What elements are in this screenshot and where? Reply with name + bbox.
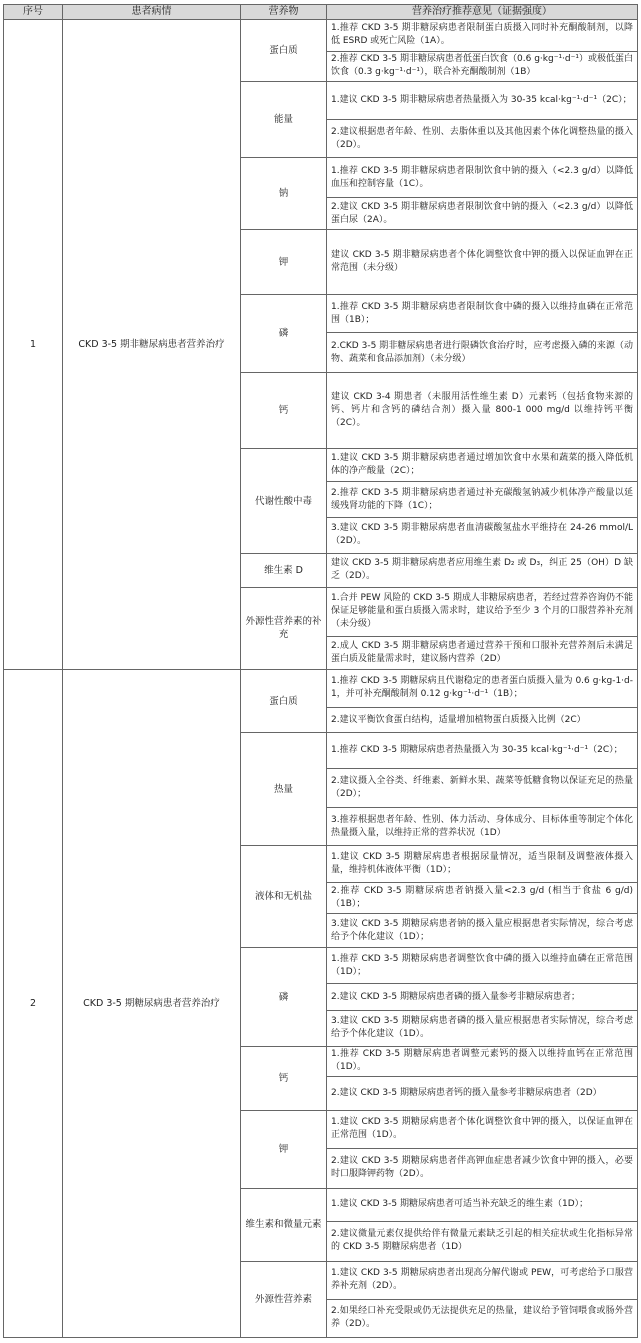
recommendation-text: 2.建议微量元素仅提供给伴有微量元素缺乏引起的相关症状或生化指标异常的 CKD 3-5 期糖尿病患者（1D） — [327, 1221, 638, 1261]
table-header-row — [4, 5, 638, 20]
row-number: 2 — [4, 669, 63, 1337]
nutrient-name: 蛋白质 — [241, 20, 327, 82]
nutrient-name: 能量 — [241, 82, 327, 158]
recommendation-text: 1.建议 CKD 3-5 期糖尿病患者个体化调整饮食中钾的摄入，以保证血钾在正常范围（1D）。 — [327, 1110, 638, 1148]
nutrient-name: 钙 — [241, 1046, 327, 1110]
recommendation-text: 2.成人 CKD 3-5 期非糖尿病患者通过营养干预和口服补充营养剂后未满足蛋白质及能量需求时，建议肠内营养（2D） — [327, 637, 638, 670]
recommendation-text: 3.建议 CKD 3-5 期糖尿病患者钠的摄入量应根据患者实际情况，综合考虑给予个体化建议（1D）； — [327, 913, 638, 948]
recommendation-text: 1.建议 CKD 3-5 期糖尿病患者出现高分解代谢或 PEW，可考虑给予口服营养补充剂（2D）。 — [327, 1261, 638, 1299]
table-body — [4, 20, 638, 1338]
recommendation-text: 2.建议平衡饮食蛋白结构，适量增加植物蛋白质摄入比例（2C） — [327, 707, 638, 732]
table-row — [4, 669, 638, 707]
recommendation-text: 2.建议 CKD 3-5 期糖尿病患者磷的摄入量参考非糖尿病患者； — [327, 984, 638, 1010]
nutrient-name: 钾 — [241, 1110, 327, 1188]
nutrient-name: 磷 — [241, 948, 327, 1046]
recommendation-text: 1.推荐 CKD 3-5 期糖尿病患者调整元素钙的摄入以维持血钙在正常范围（1D）。 — [327, 1046, 638, 1077]
recommendation-text: 建议 CKD 3-5 期非糖尿病患者个体化调整饮食中钾的摄入以保证血钾在正常范围（未分级） — [327, 229, 638, 294]
recommendation-text: 1.合并 PEW 风险的 CKD 3-5 期成人非糖尿病患者，若经过营养咨询仍不能保证足够能量和蛋白质摄入需求时，建议给予至少 3 个月的口服营养补充剂（未分级） — [327, 587, 638, 637]
nutrient-name: 液体和无机盐 — [241, 846, 327, 948]
nutrient-name: 代谢性酸中毒 — [241, 449, 327, 553]
recommendation-text: 1.建议 CKD 3-5 期非糖尿病患者热量摄入为 30-35 kcal·kg⁻¹·d⁻¹（2C）； — [327, 82, 638, 120]
recommendation-text: 1.建议 CKD 3-5 期非糖尿病患者通过增加饮食中水果和蔬菜的摄入降低机体的净产酸量（2C）； — [327, 449, 638, 482]
patient-condition: CKD 3-5 期非糖尿病患者营养治疗 — [63, 20, 241, 670]
header-nutrient: 营养物 — [241, 5, 327, 20]
recommendation-text: 2.建议 CKD 3-5 期糖尿病患者伴高钾血症患者减少饮食中钾的摄入，必要时口服降钾药物（2D）。 — [327, 1148, 638, 1188]
header-number: 序号 — [4, 5, 63, 20]
header-condition: 患者病情 — [63, 5, 241, 20]
nutrient-name: 维生素和微量元素 — [241, 1189, 327, 1262]
row-number: 1 — [4, 20, 63, 670]
nutrient-name: 磷 — [241, 295, 327, 373]
recommendation-text: 2.建议摄入全谷类、纤维素、新鲜水果、蔬菜等低糖食物以保证充足的热量（2D）； — [327, 769, 638, 808]
recommendation-text: 1.建议 CKD 3-5 期糖尿病患者可适当补充缺乏的维生素（1D）； — [327, 1189, 638, 1222]
patient-condition: CKD 3-5 期糖尿病患者营养治疗 — [63, 669, 241, 1337]
recommendation-text: 3.建议 CKD 3-5 期糖尿病患者磷的摄入量应根据患者实际情况，综合考虑给予个体化建议（1D）。 — [327, 1010, 638, 1046]
nutrient-name: 热量 — [241, 733, 327, 846]
nutrient-name: 外源性营养素 — [241, 1261, 327, 1337]
recommendation-text: 1.推荐 CKD 3-5 期糖尿病且代谢稳定的患者蛋白质摄入量为 0.6 g·kg-1·d-1，并可补充酮酸制剂 0.12 g·kg⁻¹·d⁻¹（1B）； — [327, 669, 638, 707]
nutrient-name: 钙 — [241, 373, 327, 449]
recommendation-text: 建议 CKD 3-4 期患者（未服用活性维生素 D）元素钙（包括食物来源的钙、钙片和含钙的磷结合剂）摄入量 800-1 000 mg/d 以维持钙平衡（2C）。 — [327, 373, 638, 449]
recommendation-text: 2.CKD 3-5 期非糖尿病患者进行限磷饮食治疗时，应考虑摄入磷的来源（动物、蔬菜和食品添加剂）（未分级） — [327, 333, 638, 373]
recommendation-text: 2.推荐 CKD 3-5 期糖尿病患者钠摄入量<2.3 g/d (相当于食盐 6 g/d)（1B）； — [327, 883, 638, 914]
recommendation-text: 2.如果经口补充受限或仍无法提供充足的热量，建议给予管饲喂食或肠外营养（2D）。 — [327, 1299, 638, 1337]
recommendation-text: 1.推荐 CKD 3-5 期糖尿病患者热量摄入为 30-35 kcal·kg⁻¹·d⁻¹（2C）； — [327, 733, 638, 769]
nutrient-name: 钾 — [241, 229, 327, 294]
recommendation-text: 2.建议 CKD 3-5 期糖尿病患者钙的摄入量参考非糖尿病患者（2D） — [327, 1077, 638, 1111]
recommendation-text: 1.推荐 CKD 3-5 期糖尿病患者调整饮食中磷的摄入以维持血磷在正常范围（1D）； — [327, 948, 638, 984]
nutrient-name: 维生素 D — [241, 553, 327, 587]
nutrient-name: 钠 — [241, 158, 327, 230]
recommendation-text: 3.建议 CKD 3-5 期非糖尿病患者血清碳酸氢盐水平维持在 24-26 mmol/L（2D）。 — [327, 518, 638, 554]
recommendation-text: 2.建议 CKD 3-5 期非糖尿病患者限制饮食中钠的摄入（<2.3 g/d）以降低蛋白尿（2A）。 — [327, 198, 638, 230]
recommendation-text: 2.建议根据患者年龄、性别、去脂体重以及其他因素个体化调整热量的摄入（2D）。 — [327, 120, 638, 158]
table-row — [4, 20, 638, 52]
nutrition-recommendation-table — [3, 4, 638, 1338]
header-recommendation: 营养治疗推荐意见（证据强度） — [327, 5, 638, 20]
recommendation-text: 1.推荐 CKD 3-5 期非糖尿病患者限制蛋白质摄入同时补充酮酸制剂，以降低 ESRD 或死亡风险（1A）。 — [327, 20, 638, 52]
nutrient-name: 外源性营养素的补充 — [241, 587, 327, 669]
recommendation-text: 2.推荐 CKD 3-5 期非糖尿病患者通过补充碳酸氢钠减少机体净产酸量以延缓残肾功能的下降（1C）； — [327, 482, 638, 518]
recommendation-text: 3.推荐根据患者年龄、性别、体力活动、身体成分、目标体重等制定个体化热量摄入量，以维持正常的营养状况（1D） — [327, 808, 638, 846]
recommendation-text: 1.推荐 CKD 3-5 期非糖尿病患者限制饮食中磷的摄入以维持血磷在正常范围（1B）； — [327, 295, 638, 333]
recommendation-text: 1.推荐 CKD 3-5 期非糖尿病患者限制饮食中钠的摄入（<2.3 g/d）以降低血压和控制容量（1C）。 — [327, 158, 638, 198]
recommendation-text: 2.推荐 CKD 3-5 期非糖尿病患者低蛋白饮食（0.6 g·kg⁻¹·d⁻¹）或极低蛋白饮食（0.3 g·kg⁻¹·d⁻¹），联合补充酮酸制剂（1B） — [327, 51, 638, 82]
recommendation-text: 建议 CKD 3-5 期非糖尿病患者应用维生素 D₂ 或 D₃，纠正 25（OH）D 缺乏（2D）。 — [327, 553, 638, 587]
recommendation-text: 1.建议 CKD 3-5 期糖尿病患者根据尿量情况，适当限制及调整液体摄入量，维持机体液体平衡（1D）； — [327, 846, 638, 883]
nutrient-name: 蛋白质 — [241, 669, 327, 732]
